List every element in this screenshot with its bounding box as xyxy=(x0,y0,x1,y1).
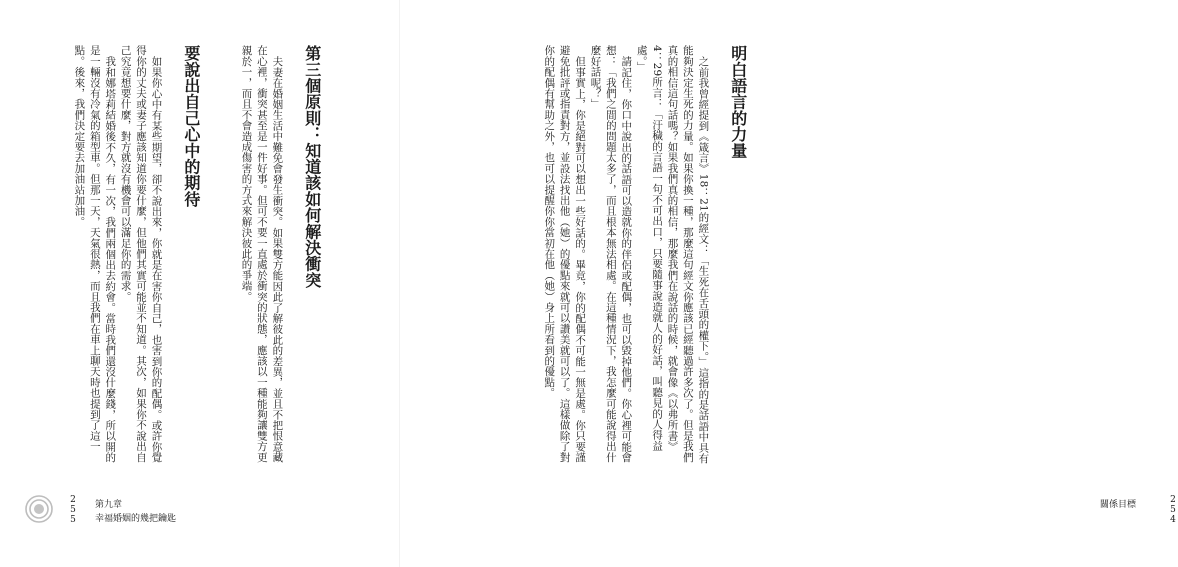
body-paragraph: 請記住，你口中說出的話語可以造就你的伴侶或配偶，也可以毀掉他們。你心裡可能會想：「我們之間的問題太多了，而且根本無法相處。在這種情況下，我怎麼可能說得出什麼好話呢？」 xyxy=(589,45,633,463)
running-head-section: 關係目標 xyxy=(1100,500,1137,510)
chapter-label: 第九章 xyxy=(95,500,123,510)
section-heading: 明白語言的力量 xyxy=(728,45,748,159)
body-paragraph: 如果你心中有某些期望，卻不說出來，你就是在害你自己，也害到你的配偶。或許你覺得你的丈夫或妻子應該知道你要什麼，但他們其實可能並不知道。其次，如果你不說出自己究竟想要什麼，對方就沒有機會可以滿足你的需求。 xyxy=(119,45,163,463)
page-number: 2 5 4 xyxy=(1170,495,1176,525)
right-page-body xyxy=(541,45,759,465)
right-page xyxy=(400,0,1176,567)
body-paragraph: 我和娜塔莉結婚後不久，有一次，我們兩個出去約會。當時我們還沒什麼錢，所以開的是一輛沒有冷氣的箱型車。但那一天，天氣很熱，而且我們在車上聊天時也提到了這一點。後來，我們決定要去加油站加油。 xyxy=(73,45,117,463)
left-page-body xyxy=(71,45,333,465)
section-heading: 第三個原則：知道該如何解決衝突 xyxy=(302,45,322,288)
body-paragraph: 之前我曾經提到《箴言》18：21的經文：「生死在舌頭的權下。」這指的是話語中具有能夠決定生死的力量。如果你換一種，那麼這句經文你應該已經聽過許多次了。但是我們真的相信這句話嗎？如果我們真的相信，那麼我們在說話的時候，就會像《以弗所書》4：29所言：「汙穢的言語一句不可出口，只要隨事說造就人的好話，叫聽見的人得益處。」 xyxy=(635,45,710,463)
body-paragraph: 但事實上，你是絕對可以想出一些好話的。畢竟，你的配偶不可能一無是處。你只要謹避免批評或指責對方，並設法找出他（她）的優點來就可以讚美就可以了。這樣做除了對你的配偶有幫助之外，也可以提醒你你當初在他（她）身上所看到的優點。 xyxy=(543,45,587,463)
book-title: 幸福婚姻的幾把鑰匙 xyxy=(95,514,177,524)
body-paragraph: 夫妻在婚姻生活中難免會發生衝突。如果雙方能因此了解彼此的差異，並且不把恨意藏在心裡，衝突甚至是一件好事。但可不要一直處於衝突的狀態，應該以一種能夠讓雙方更親於一，而且不會造成傷害的方式來解決彼此的爭端。 xyxy=(240,45,284,463)
subsection-heading: 要說出自己心中的期待 xyxy=(181,45,201,207)
page-number: 2 5 5 xyxy=(70,495,76,525)
target-icon xyxy=(25,495,53,523)
left-page xyxy=(0,0,399,567)
